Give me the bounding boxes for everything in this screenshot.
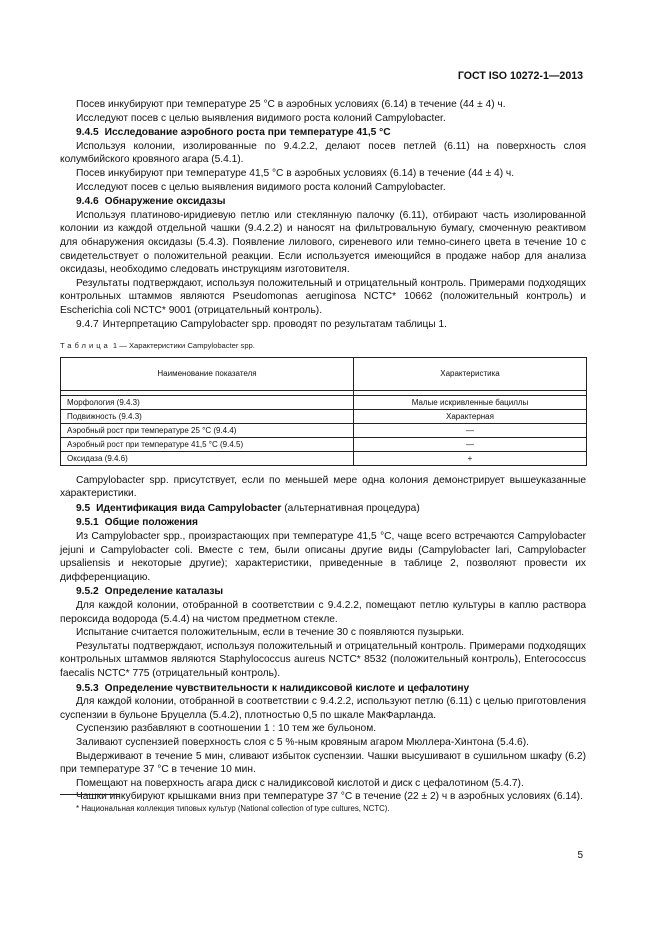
paragraph: Чашки инкубируют крышками вниз при температуре 37 °С в течение (22 ± 2) ч в аэробных условиях (6.14). [76, 791, 583, 803]
section-title: Определение каталазы [104, 586, 224, 598]
section-number: 9.5.3 [76, 682, 99, 694]
section-number: 9.5 [76, 502, 91, 514]
table-caption [60, 339, 586, 353]
table-cell-value: Характерная [354, 409, 587, 423]
paragraph: Результаты подтверждают, используя положительный и отрицательный контроль. Примерами подходящих контрольных штаммов являются Pseudomonas aeruginosa NCTC* 10662 (положительный контроль) и Escherichia coli NCTC* 9001 (отрицательный контроль). [60, 277, 586, 316]
section-heading-9-4-6 [60, 195, 586, 209]
section-title: Обнаружение оксидазы [104, 196, 226, 208]
paragraph: Результаты подтверждают, используя положительный и отрицательный контроль. Примерами подходящих контрольных штаммов являются Staphylococcus aureus NCTC* 8532 (положительный контроль), Enterococcus faecalis NCTC* 775 (отрицательный контроль). [60, 640, 586, 679]
table-header-row [61, 357, 587, 390]
paragraph: Выдерживают в течение 5 мин, сливают избыток суспензии. Чашки высушивают в сушильном шкафу (6.2) при температуре 37 °С в течение 10 мин. [60, 750, 586, 776]
column-header-characteristic: Характеристика [354, 357, 587, 390]
page-number: 5 [577, 850, 583, 861]
section-heading-9-4-5 [60, 126, 586, 140]
table-cell-value: — [354, 423, 587, 437]
table-row [61, 451, 587, 465]
table-row [61, 409, 587, 423]
page-content [60, 98, 586, 804]
paragraph: Используя колонии, изолированные по 9.4.2.2, делают посев петлей (6.11) на поверхность слоя колумбийского кровяного агара (5.4.1). [60, 140, 586, 166]
paragraph: Посев инкубируют при температуре 25 °С в аэробных условиях (6.14) в течение (44 ± 4) ч. [76, 99, 506, 110]
paragraph: Исследуют посев с целью выявления видимого роста колоний Campylobacter. [76, 181, 446, 193]
paragraph: Для каждой колонии, отобранной в соответствии с 9.4.2.2, помещают петлю культуры в каплю раствора пероксида водорода (5.4.4) на чистом предметном стекле. [60, 600, 586, 625]
section-text: Интерпретацию Campylobacter spp. проводят по результатам таблицы 1. [102, 318, 447, 330]
section-number: 9.4.6 [76, 196, 99, 208]
table-cell-name: Аэробный рост при температуре 41,5 °С (9.4.5) [61, 437, 354, 451]
paragraph: Суспензию разбавляют в соотношении 1 : 10 тем же бульоном. [76, 723, 377, 735]
paragraph: Campylobacter spp. присутствует, если по меньшей мере одна колония демонстрирует вышеуказанные характеристики. [60, 474, 586, 500]
table-cell-name: Подвижность (9.4.3) [61, 409, 354, 423]
table-cell-value: — [354, 437, 587, 451]
paragraph: Исследуют посев с целью выявления видимого роста колоний Campylobacter. [76, 112, 446, 124]
section-number: 9.5.2 [76, 586, 99, 598]
section-heading-9-5 [60, 502, 586, 516]
table-cell-name: Аэробный рост при температуре 25 °С (9.4.4) [61, 423, 354, 437]
paragraph: Заливают суспензией поверхность слоя с 5 %-ным кровяным агаром Мюллера-Хинтона (5.4.6). [76, 736, 529, 748]
document-header: ГОСТ ISO 10272-1—2013 [457, 70, 583, 82]
paragraph: Из Campylobacter spp., произрастающих при температуре 41,5 °С, чаще всего встречаются Campylobacter jejuni и Campylobacter coli. Вместе с тем, были описаны другие виды (Campylobacter lari, Campylobacter upsaliensis и некоторые другие); характеристики, приведенные в таблице 2, позволяют провести их дифференциацию. [60, 531, 586, 583]
table-cell-value: + [354, 451, 587, 465]
table-cell-value: Малые искривленные бациллы [354, 395, 587, 409]
characteristics-table [60, 357, 587, 466]
table-cell-name: Оксидаза (9.4.6) [61, 451, 354, 465]
paragraph: Посев инкубируют при температуре 41,5 °С в аэробных условиях (6.14) в течение (44 ± 4) ч. [76, 167, 515, 179]
table-row [61, 395, 587, 409]
paragraph: Помещают на поверхность агара диск с налидиксовой кислотой и диск с цефалотином (5.4.7). [76, 777, 524, 789]
section-heading-9-5-3 [60, 682, 586, 696]
table-caption-label: Таблица [60, 341, 111, 351]
section-9-4-7 [60, 318, 586, 332]
section-title: Определение чувствительности к налидиксовой кислоте и цефалотину [104, 682, 470, 694]
section-title: Исследование аэробного роста при температуре 41,5 °С [104, 127, 391, 139]
column-header-name: Наименование показателя [61, 357, 354, 390]
section-number: 9.5.1 [76, 517, 99, 529]
section-title: Идентификация вида Campylobacter [96, 502, 282, 514]
table-row [61, 437, 587, 451]
table-cell-name: Морфология (9.4.3) [61, 395, 354, 409]
section-title-suffix: (альтернативная процедура) [281, 502, 420, 514]
paragraph: Испытание считается положительным, если в течение 30 с появляются пузырьки. [76, 627, 465, 639]
section-heading-9-5-1 [60, 516, 586, 530]
paragraph: Используя платиново-иридиевую петлю или стеклянную палочку (6.11), отбирают часть изолированной колонии из каждой отдельной чашки (9.4.2.2) и наносят на фильтровальную бумагу, смоченную реактивом для обнаружения оксидазы (5.4.3). Появление лилового, сиреневого или темно-синего цвета в течение 10 с свидетельствует о положительной реакции. Если используется имеющийся в продаже набор для анализа оксидазы, необходимо следовать инструкциям изготовителя. [60, 209, 586, 276]
table-caption-text: 1 — Характеристики Campylobacter spp. [112, 341, 255, 351]
section-heading-9-5-2 [60, 585, 586, 599]
footnote-divider [60, 794, 120, 795]
table-row [61, 423, 587, 437]
section-number: 9.4.5 [76, 127, 99, 139]
section-number: 9.4.7 [76, 318, 99, 330]
footnote: * Национальная коллекция типовых культур (National collection of type cultures, NCTC). [76, 804, 390, 813]
section-title: Общие положения [104, 517, 198, 529]
paragraph: Для каждой колонии, отобранной в соответствии с 9.4.2.2, используют петлю (6.11) с целью приготовления суспензии в бульоне Бруцелла (5.4.2), плотностью 0,5 по шкале МакФарланда. [60, 696, 586, 721]
